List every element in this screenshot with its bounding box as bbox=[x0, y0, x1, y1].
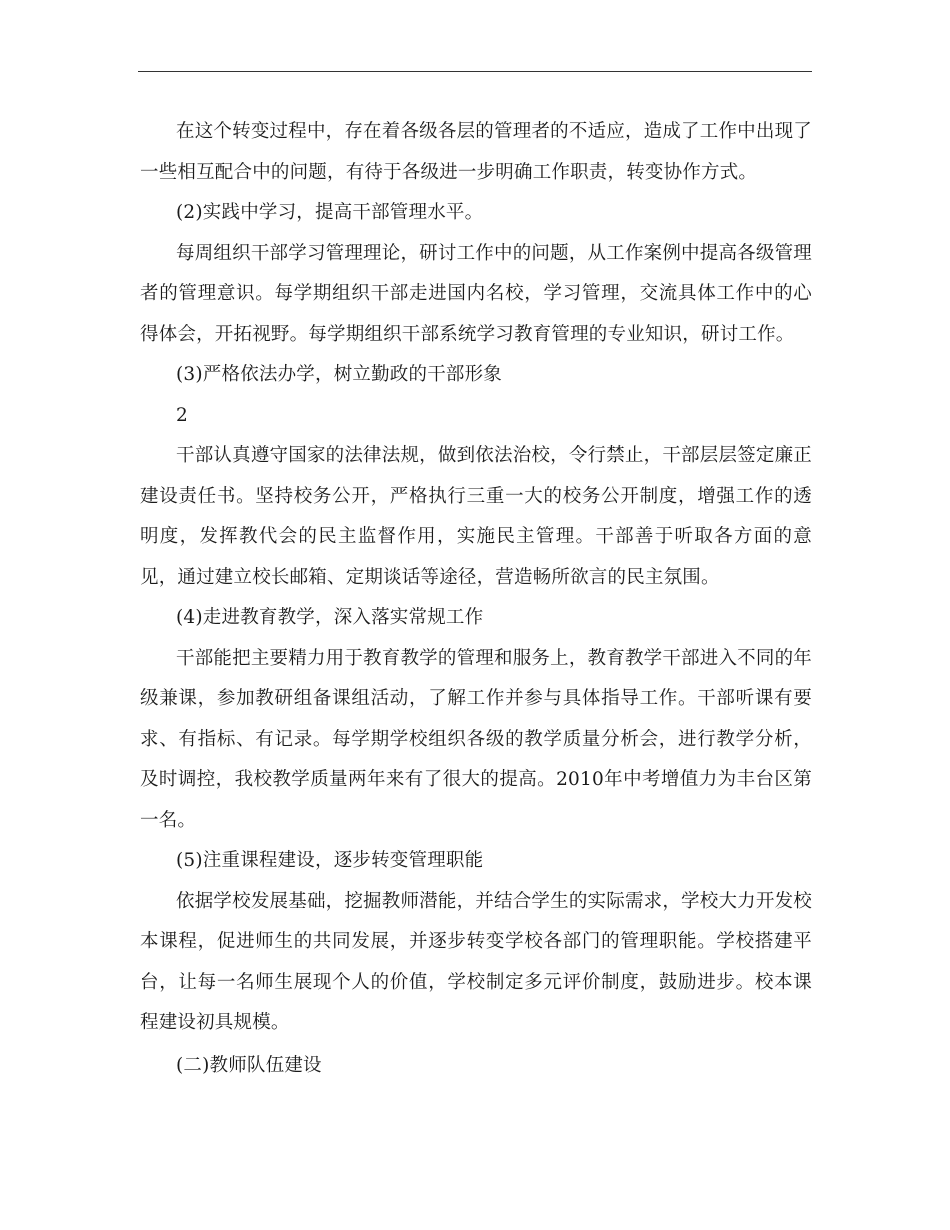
paragraph: 每周组织干部学习管理理论，研讨工作中的问题，从工作案例中提高各级管理者的管理意识。每学期组织干部走进国内名校，学习管理，交流具体工作中的心得体会，开拓视野。每学期组织干部系统学习教育管理的专业知识，研讨工作。 bbox=[140, 242, 812, 345]
paragraph: 依据学校发展基础，挖掘教师潜能，并结合学生的实际需求，学校大力开发校本课程，促进师生的共同发展，并逐步转变学校各部门的管理职能。学校搭建平台，让每一名师生展现个人的价值，学校制定多元评价制度，鼓励进步。校本课程建设初具规模。 bbox=[140, 890, 812, 1033]
header-rule bbox=[138, 71, 812, 72]
section-heading: (5)注重课程建设，逐步转变管理职能 bbox=[176, 850, 484, 871]
section-heading: (3)严格依法办学，树立勤政的干部形象 bbox=[176, 364, 503, 385]
document-body bbox=[140, 112, 812, 1086]
paragraph: 干部认真遵守国家的法律法规，做到依法治校，令行禁止，干部层层签定廉正建设责任书。坚持校务公开，严格执行三重一大的校务公开制度，增强工作的透明度，发挥教代会的民主监督作用，实施民主管理。干部善于听取各方面的意见，通过建立校长邮箱、定期谈话等途径，营造畅所欲言的民主氛围。 bbox=[140, 445, 812, 588]
section-heading: (2)实践中学习，提高干部管理水平。 bbox=[176, 202, 484, 223]
section-heading: (二)教师队伍建设 bbox=[176, 1054, 322, 1076]
paragraph: 在这个转变过程中，存在着各级各层的管理者的不适应，造成了工作中出现了一些相互配合中的问题，有待于各级进一步明确工作职责，转变协作方式。 bbox=[140, 121, 812, 183]
section-heading: (4)走进教育教学，深入落实常规工作 bbox=[176, 607, 484, 628]
page-number: 2 bbox=[176, 404, 188, 426]
paragraph: 干部能把主要精力用于教育教学的管理和服务上，教育教学干部进入不同的年级兼课，参加教研组备课组活动，了解工作并参与具体指导工作。干部听课有要求、有指标、有记录。每学期学校组织各级的教学质量分析会，进行教学分析，及时调控，我校教学质量两年来有了很大的提高。2010年中考增值力为丰台区第一名。 bbox=[140, 647, 812, 831]
